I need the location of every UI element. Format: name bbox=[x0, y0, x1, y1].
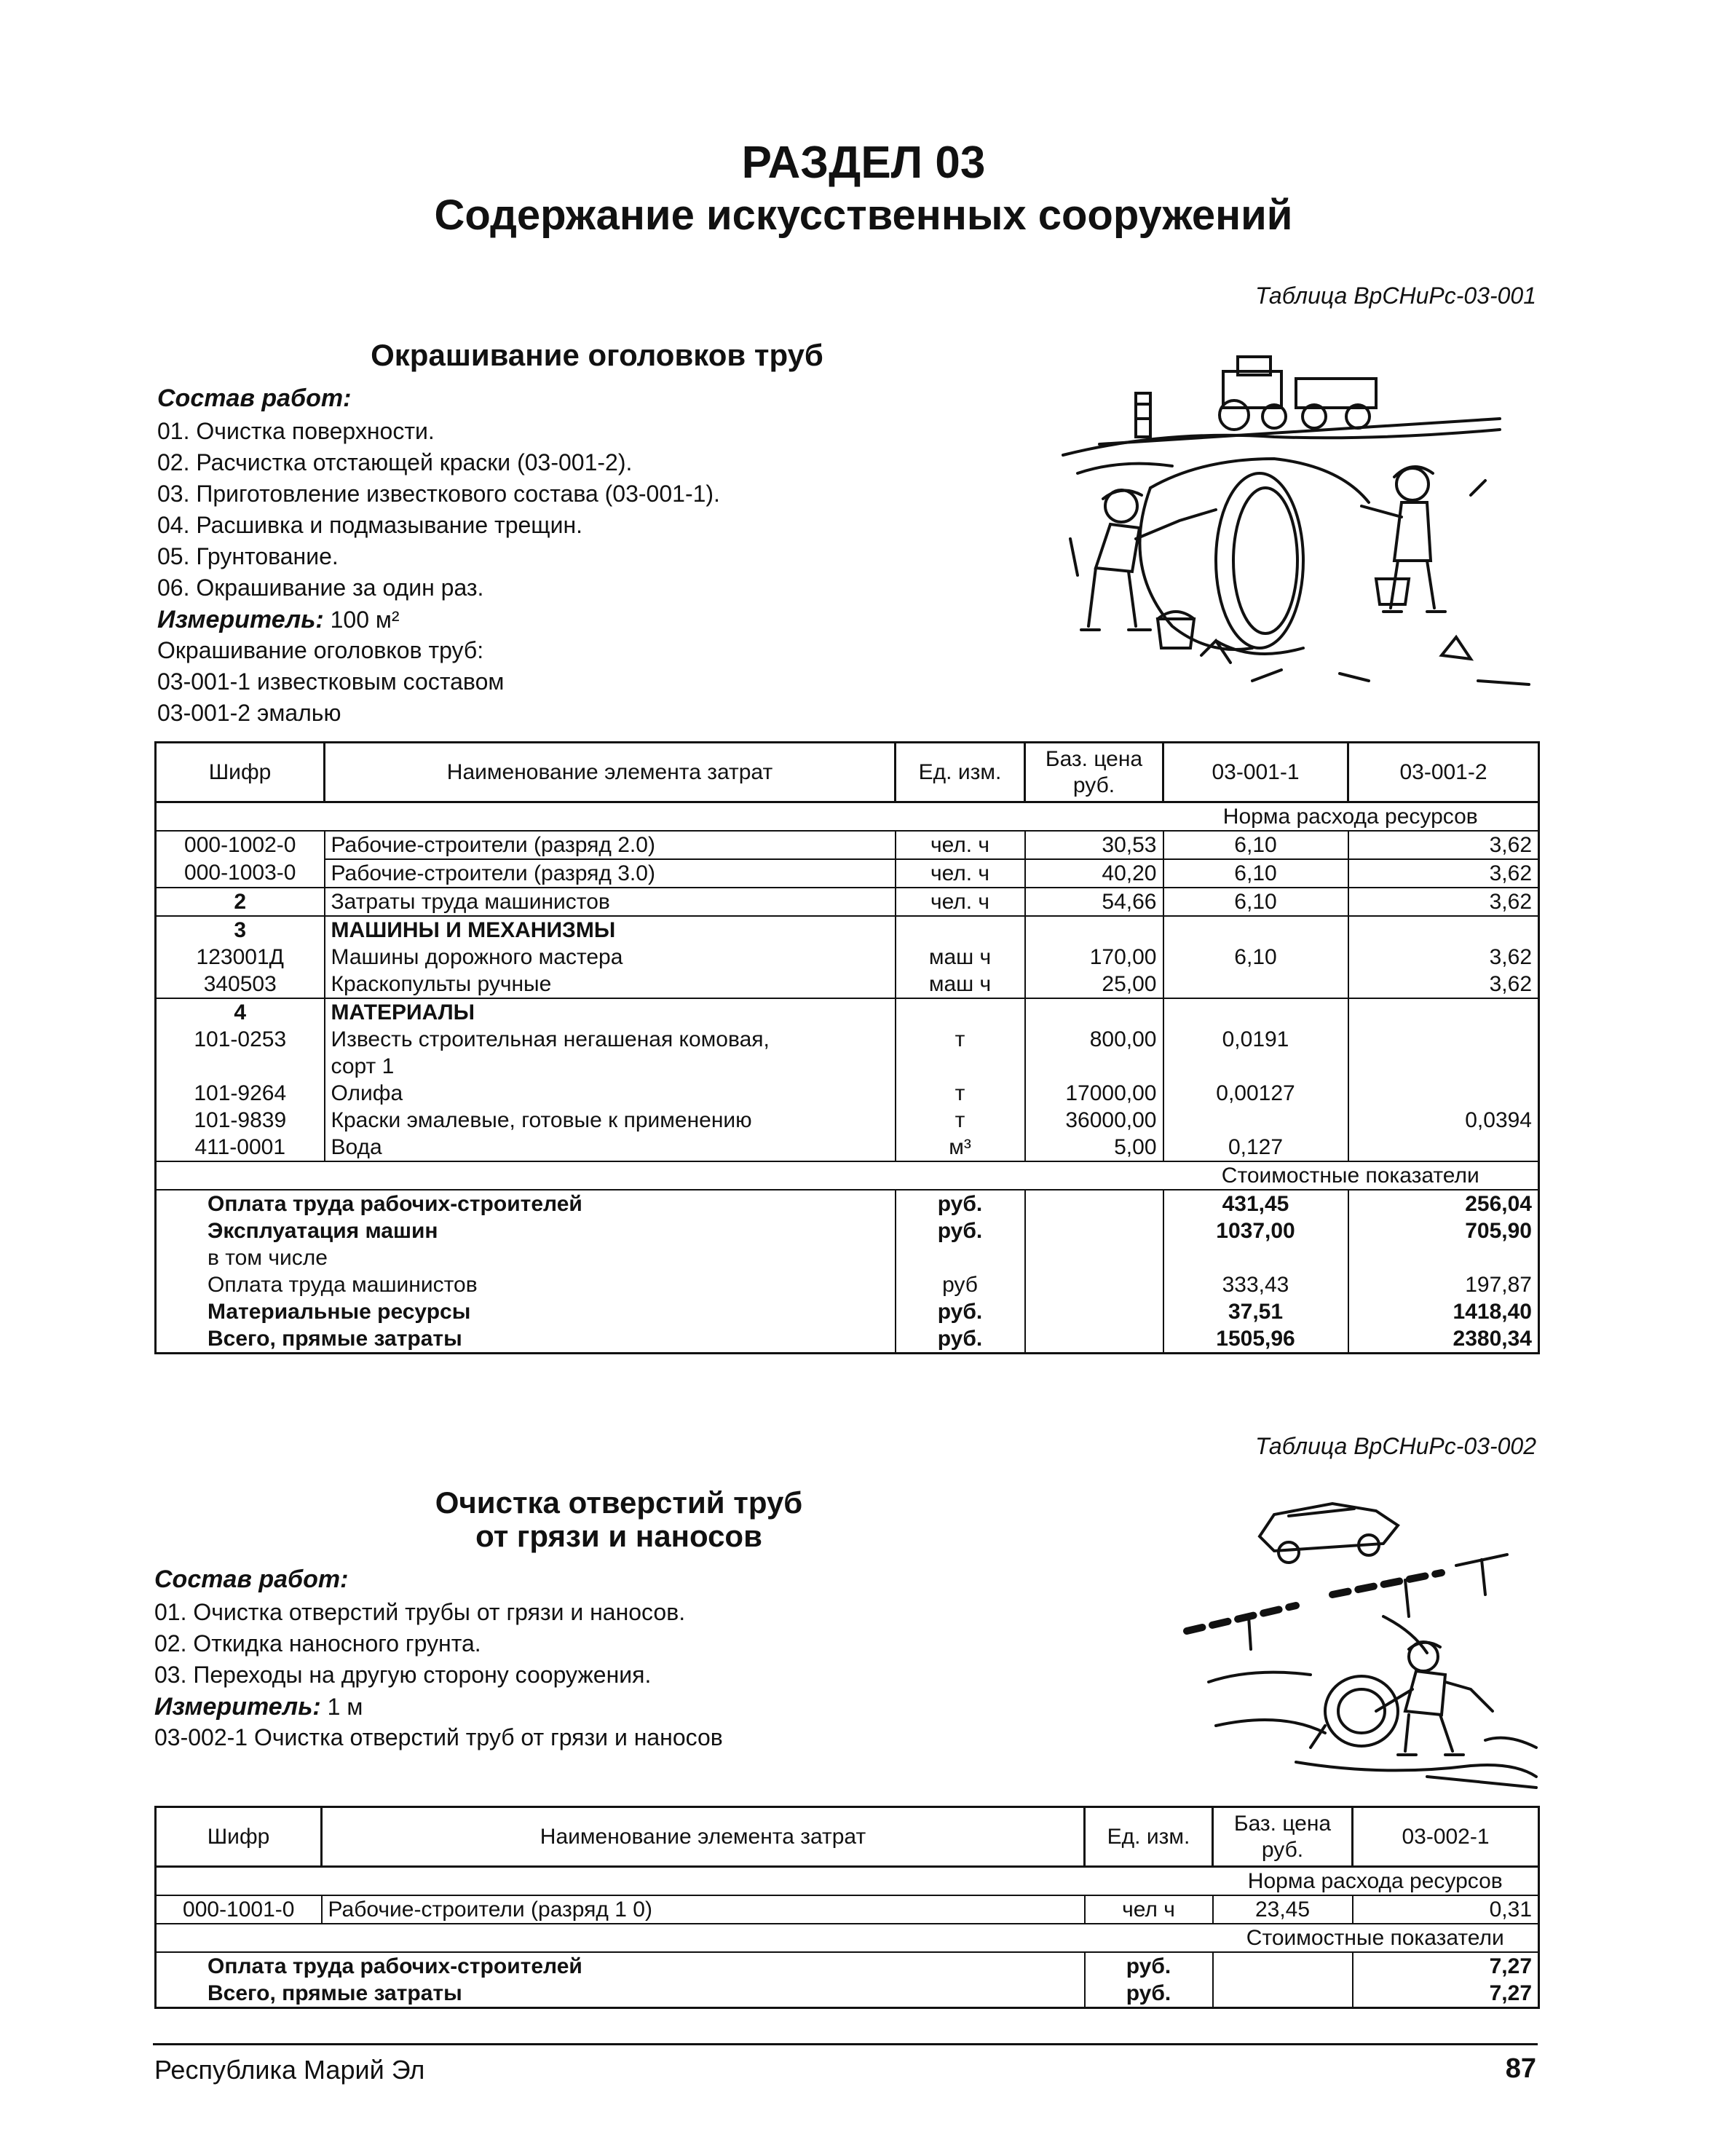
table2-variant: 03-002-1 Очистка отверстий труб от грязи и наносов bbox=[154, 1724, 723, 1750]
col-header-unit: Ед. изм. bbox=[896, 743, 1025, 802]
table1-heading: Окрашивание оголовков труб bbox=[371, 338, 823, 372]
table1-step: 06. Окрашивание за один раз. bbox=[157, 574, 484, 601]
table1 bbox=[154, 741, 1540, 1354]
section-title: РАЗДЕЛ 03 bbox=[741, 138, 986, 188]
table-row: сорт 1 bbox=[156, 1053, 1539, 1080]
cost-label: Стоимостные показатели bbox=[1213, 1924, 1539, 1952]
table1-composition-label: Состав работ: bbox=[157, 384, 352, 412]
norm-label: Норма расхода ресурсов bbox=[1163, 802, 1539, 832]
table1-step: 01. Очистка поверхности. bbox=[157, 418, 435, 444]
col-header-price: Баз. цена руб. bbox=[1025, 743, 1163, 802]
cost-label: Стоимостные показатели bbox=[1163, 1161, 1539, 1190]
table-row: 101-9839 Краски эмалевые, готовые к применению т 36000,00 0,0394 bbox=[156, 1107, 1539, 1134]
col-header-unit: Ед. изм. bbox=[1085, 1807, 1213, 1867]
page-number: 87 bbox=[1505, 2053, 1536, 2084]
cost-row: Оплата труда рабочих-строителей руб. 431,45 256,04 bbox=[156, 1190, 1539, 1217]
col-header-code: Шифр bbox=[156, 1807, 322, 1867]
footer-divider bbox=[153, 2043, 1538, 2045]
col-header-name: Наименование элемента затрат bbox=[322, 1807, 1085, 1867]
col-header-03-002-1: 03-002-1 bbox=[1353, 1807, 1539, 1867]
table2-header-row bbox=[156, 1807, 1539, 1867]
table2-heading-line1: Очистка отверстий труб bbox=[435, 1485, 803, 1520]
table-row: 123001Д Машины дорожного мастера маш ч 170,00 6,10 3,62 bbox=[156, 944, 1539, 971]
section-subtitle: Содержание искусственных сооружений bbox=[434, 191, 1293, 239]
workers-painting-pipe-illustration bbox=[1034, 350, 1544, 692]
table1-measure bbox=[157, 606, 400, 634]
table1-step: 02. Расчистка отстающей краски (03-001-2). bbox=[157, 449, 633, 475]
table1-measure-value: 100 м² bbox=[330, 607, 400, 633]
cost-row: Оплата труда машинистов руб 333,43 197,87 bbox=[156, 1271, 1539, 1298]
table1-variant: 03-001-2 эмалью bbox=[157, 700, 341, 726]
table2-heading-line2: от грязи и наносов bbox=[475, 1519, 762, 1553]
worker-cleaning-pipe-illustration bbox=[1165, 1471, 1544, 1791]
table2-measure-value: 1 м bbox=[327, 1694, 363, 1720]
table-row: 2 Затраты труда машинистов чел. ч 54,66 6,10 3,62 bbox=[156, 888, 1539, 916]
table2-measure bbox=[154, 1693, 363, 1721]
table2-step: 03. Переходы на другую сторону сооружения. bbox=[154, 1662, 652, 1688]
table1-measure-label: Измеритель: bbox=[157, 606, 324, 633]
table-row: 101-9264 Олифа т 17000,00 0,00127 bbox=[156, 1080, 1539, 1107]
cost-row: Эксплуатация машин руб. 1037,00 705,90 bbox=[156, 1217, 1539, 1244]
cost-row: Всего, прямые затраты руб. 7,27 bbox=[156, 1980, 1539, 2008]
footer-region: Республика Марий Эл bbox=[154, 2055, 425, 2085]
cost-row: в том числе bbox=[156, 1244, 1539, 1271]
table2-composition-label: Состав работ: bbox=[154, 1565, 349, 1593]
cost-row: Оплата труда рабочих-строителей руб. 7,27 bbox=[156, 1952, 1539, 1980]
table-row: 3 МАШИНЫ И МЕХАНИЗМЫ bbox=[156, 916, 1539, 944]
table-row: 4 МАТЕРИАЛЫ bbox=[156, 998, 1539, 1026]
table1-ref: Таблица ВрСНиРс-03-001 bbox=[1255, 283, 1536, 309]
table2-step: 01. Очистка отверстий трубы от грязи и наносов. bbox=[154, 1599, 686, 1625]
norm-label: Норма расхода ресурсов bbox=[1213, 1867, 1539, 1896]
table-row: 101-0253 Известь строительная негашеная комовая, т 800,00 0,0191 bbox=[156, 1026, 1539, 1053]
table1-variants-title: Окрашивание оголовков труб: bbox=[157, 637, 484, 663]
table-row: 340503 Краскопульты ручные маш ч 25,00 3,62 bbox=[156, 971, 1539, 998]
cost-row: Материальные ресурсы руб. 37,51 1418,40 bbox=[156, 1298, 1539, 1325]
table1-variant: 03-001-1 известковым составом bbox=[157, 668, 505, 695]
norm-label-row bbox=[156, 802, 1539, 832]
table2-ref: Таблица ВрСНиРс-03-002 bbox=[1255, 1433, 1536, 1459]
col-header-03-001-1: 03-001-1 bbox=[1163, 743, 1348, 802]
cost-label-row bbox=[156, 1924, 1539, 1952]
table2-measure-label: Измеритель: bbox=[154, 1693, 321, 1721]
col-header-name: Наименование элемента затрат bbox=[325, 743, 896, 802]
table1-step: 04. Расшивка и подмазывание трещин. bbox=[157, 512, 583, 538]
table-row: 411-0001 Вода м³ 5,00 0,127 bbox=[156, 1134, 1539, 1161]
norm-label-row bbox=[156, 1867, 1539, 1896]
cost-row: Всего, прямые затраты руб. 1505,96 2380,34 bbox=[156, 1325, 1539, 1354]
table-row: 000-1002-0 Рабочие-строители (разряд 2.0) чел. ч 30,53 6,10 3,62 bbox=[156, 831, 1539, 859]
col-header-code: Шифр bbox=[156, 743, 325, 802]
table1-step: 03. Приготовление известкового состава (03-001-1). bbox=[157, 481, 720, 507]
table-row: 000-1001-0 Рабочие-строители (разряд 1 0) чел ч 23,45 0,31 bbox=[156, 1895, 1539, 1924]
table2 bbox=[154, 1806, 1540, 2009]
col-header-03-001-2: 03-001-2 bbox=[1348, 743, 1539, 802]
cost-label-row bbox=[156, 1161, 1539, 1190]
table1-header-row bbox=[156, 743, 1539, 802]
table1-step: 05. Грунтование. bbox=[157, 543, 339, 569]
table2-step: 02. Откидка наносного грунта. bbox=[154, 1630, 481, 1657]
col-header-price: Баз. цена руб. bbox=[1213, 1807, 1353, 1867]
table-row: 000-1003-0 Рабочие-строители (разряд 3.0) чел. ч 40,20 6,10 3,62 bbox=[156, 859, 1539, 888]
